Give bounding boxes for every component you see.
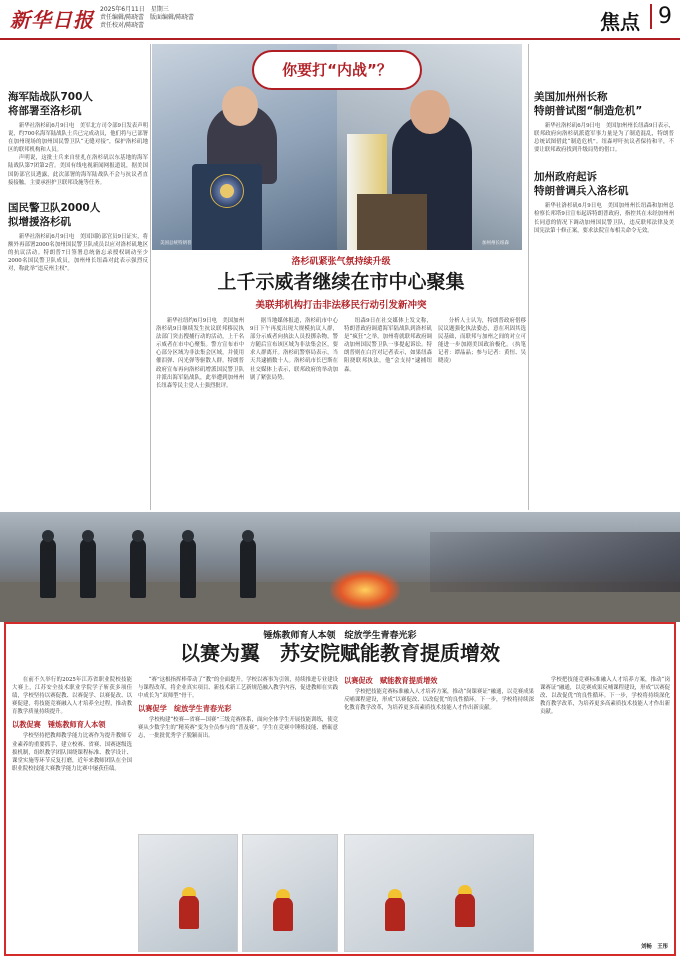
section-name: 焦点 — [600, 10, 640, 34]
main-headline: 上千示威者继续在市中心聚集 — [217, 271, 465, 293]
main-story — [156, 254, 526, 510]
right-body-2 — [534, 202, 674, 234]
student-figure — [273, 897, 293, 931]
edu-subhead-3: 以赛促改 赋能教育提质增效 — [344, 676, 438, 685]
issue-date: 2025年6月11日 星期三 — [100, 6, 169, 13]
main-columns — [156, 317, 526, 390]
edu-body-3 — [138, 716, 338, 740]
left-column — [8, 90, 148, 510]
masthead — [0, 0, 680, 40]
edu-photo-lab — [138, 834, 238, 952]
crowd-area — [430, 532, 680, 592]
main-col-3-para: 纽森9日在社交媒体上发文称，特朗普政府调遣海军陆战队到洛杉矶是“疯狂”之举，加州将就联邦政府调动加州国民警卫队一事提起诉讼。特朗普则在白宫对记者表示，如果纽森阻挠联邦执法，他“会支持”逮捕纽森。 — [344, 318, 432, 373]
edu-body-1-para: 学校坚持把教师教学能力比赛作为提升教师专业素养的重要抓手，建立校赛、省赛、国赛逐级选拔机制，组织教学团队围绕课程标准、教学设计、课堂实施等环节反复打磨，近年来教师团队在全国职业院校技能大赛教学能力比赛中屡获佳绩。 — [12, 733, 132, 772]
podium-right — [357, 194, 427, 250]
edu-body-4 — [344, 688, 534, 712]
main-col-4-para: 分析人士认为，特朗普政府借移民议题强化执法姿态，意在巩固其选民基础，而联邦与加州之间的对立可能进一步加剧美国政治极化。（执笔记者：谭晶晶；参与记者：黄恒、吴晓凌） — [438, 318, 526, 365]
edu-subhead-2: 以赛促学 绽放学生青春光彩 — [138, 704, 232, 714]
student-figure — [179, 895, 199, 929]
edu-body-4-cont — [540, 676, 670, 716]
left-body-1b-para: 声明说，这批士兵来自驻扎在洛杉矶以东基地的海军陆战队第7团第2营。美国有线电视新闻网报道说，据美国国防部官员透露，此次部署的海军陆战队不会与抗议者直接接触，主要承担护卫联邦设施等任务。 — [8, 155, 148, 186]
right-body-1 — [534, 122, 674, 154]
left-body-1 — [8, 122, 148, 187]
edu-body-2-para: “赛”这根指挥棒带动了“教”的全面提升。学校以赛事为引领，持续推进专业建设与课程改革，将企业真实项目、新技术新工艺新规范融入教学内容，促进教师在实践中成长为“双师型”骨干。 — [138, 677, 338, 700]
main-col-4 — [438, 317, 526, 390]
helmet-icon — [182, 887, 196, 896]
edu-byline: 刘畅 王彤 — [641, 944, 668, 950]
edu-body-4-para: 学校把技能竞赛标准融入人才培养方案，推动“岗课赛证”融通，以竞赛成果反哺课程建设，形成“以赛促改、以改促优”的良性循环。下一步，学校将持续深化教育教学改革，为培养更多高素质技术技能人才作出新贡献。 — [344, 689, 534, 712]
fire-area — [330, 570, 400, 610]
page-number: 9 — [650, 4, 672, 29]
officer-figure — [80, 538, 96, 598]
student-figure — [385, 897, 405, 931]
education-feature-box — [4, 622, 676, 956]
speech-bubble: 你要打“内战”？ — [252, 50, 422, 90]
main-col-1 — [156, 317, 244, 390]
main-kicker: 洛杉矶紧张气氛持续升级 — [291, 257, 391, 267]
column-rule-right — [528, 44, 529, 510]
edu-subhead-1: 以教促赛 锤炼教师育人本领 — [12, 720, 106, 730]
caption-right: 加州州长纽森 — [482, 241, 509, 246]
officer-head — [242, 530, 254, 542]
masthead-meta — [100, 6, 194, 30]
edu-headline: 以赛为翼 苏安院赋能教育提质增效 — [180, 641, 500, 665]
editor-line: 责任编辑/陈晓蕾 版面编辑/陈晓蕾 — [100, 14, 195, 21]
edu-body-1 — [12, 732, 132, 772]
officer-head — [182, 530, 194, 542]
edu-body-3-para: 学校构建“校赛—省赛—国赛”三级竞赛体系，面向全体学生开展技能训练，使竞赛从少数学生的“精英赛”变为全员参与的“普及赛”。学生在竞赛中锤炼技能、磨砺意志，一批批优秀学子脱颖而出。 — [138, 717, 338, 740]
speaker-right-head — [410, 90, 450, 134]
edu-col-4 — [540, 676, 670, 952]
right-title-2: 加州政府起诉 特朗普调兵入洛杉矶 — [534, 171, 629, 198]
presidential-seal-icon — [210, 174, 244, 208]
officer-figure — [240, 538, 256, 598]
speaker-left-head — [222, 86, 258, 126]
officer-head — [132, 530, 144, 542]
officer-head — [42, 530, 54, 542]
left-title-1: 海军陆战队700人 将部署至洛杉矶 — [8, 91, 93, 117]
helmet-icon — [458, 885, 472, 894]
right-column — [534, 90, 674, 510]
helmet-icon — [388, 889, 402, 898]
right-body-1-para: 新华社洛杉矶6月9日电 美国加州州长纽森9日表示，联邦政府向洛杉矶派遣军事力量是为了制造混乱，特朗普总统试图借此“制造危机”。纽森呼吁抗议者保持和平，不要让联邦政府找到升级局势的借口。 — [534, 123, 674, 154]
helmet-icon — [276, 889, 290, 898]
officer-head — [82, 530, 94, 542]
edu-photo-training — [344, 834, 534, 952]
left-body-2-para: 新华社洛杉矶6月9日电 美国国防部官员9日证实，将额外再部署2000名加州国民警卫队成员以应对洛杉矶地区的抗议活动。特朗普7日签署总统备忘录授权调动至少2000名国民警卫队成员，加州州长纽森对此表示强烈反对，称此举“违反州主权”。 — [8, 233, 148, 273]
edu-intro-para: 在前不久举行的2025年江苏省职业院校技能大赛上，江苏安全技术职业学院学子斩获多项佳绩，学校坚持以赛促教、以赛促学、以赛促改、以赛促建，将技能竞赛融入人才培养全过程，推动教育教学质量持续提升。 — [12, 677, 132, 716]
officer-figure — [180, 538, 196, 598]
newspaper-logo: 新华日报 — [10, 8, 94, 32]
student-figure — [455, 893, 475, 927]
main-subtitle: 美联邦机构打击非法移民行动引发新冲突 — [255, 300, 427, 311]
right-title-1: 美国加州州长称 特朗普试图“制造危机” — [534, 91, 643, 117]
edu-col-1 — [12, 676, 132, 952]
edu-body-2 — [138, 676, 338, 700]
officer-figure — [130, 538, 146, 598]
protest-photo — [0, 512, 680, 622]
main-col-2-para: 据当地媒体报道，洛杉矶市中心9日下午再度出现大规模抗议人群，部分示威者向执法人员投掷杂物，警方随后宣布该区域为非法集会区，要求人群离开。洛杉矶警察局表示，当天共逮捕数十人。洛杉矶市长巴斯在社交媒体上表示，联邦政府的举动加剧了紧张局势。 — [250, 318, 338, 381]
caption-left: 美国总统特朗普 — [160, 241, 192, 246]
main-col-3 — [344, 317, 432, 390]
edu-kicker: 锤炼教师育人本领 绽放学生青春光彩 — [263, 631, 417, 641]
column-rule-left — [150, 44, 151, 510]
main-col-2 — [250, 317, 338, 390]
checker-line: 责任校对/陈晓蕾 — [100, 22, 145, 29]
left-body-1-para: 新华社洛杉矶6月9日电 美军北方司令部9日发表声明说，约700名海军陆战队士兵已完成动员，他们将与已部署在加州现场的加州国民警卫队“无缝对接”，保护洛杉矶地区的联邦机构和人员。 — [8, 123, 148, 154]
right-body-2-para: 新华社洛杉矶6月9日电 美国加州州长纽森和加州总检察长邦塔9日宣布起诉特朗普政府，指控其在未经加州州长同意的情况下调动加州国民警卫队，违反联邦法律及美国宪法第十修正案，要求法院宣布相关命令无效。 — [534, 203, 674, 234]
left-body-2 — [8, 233, 148, 273]
left-title-2: 国民警卫队2000人 拟增援洛杉矶 — [8, 201, 101, 228]
edu-photo-workshop — [242, 834, 338, 952]
officer-figure — [40, 538, 56, 598]
edu-intro — [12, 676, 132, 716]
top-photo — [152, 44, 522, 250]
edu-body-4-cont-para: 学校把技能竞赛标准融入人才培养方案，推动“岗课赛证”融通，以竞赛成果反哺课程建设，形成“以赛促改、以改促优”的良性循环。下一步，学校将持续深化教育教学改革，为培养更多高素质技术技能人才作出新贡献。 — [540, 677, 670, 716]
main-col-1-para: 新华社纽约6月9日电 美国加州洛杉矶9日继续发生抗议联邦移民执法部门突击搜捕行动的活动，上千名示威者在市中心聚集。警方宣布市中心部分区域为非法集会区域，并使用催泪弹、闪光弹等驱散人群。特朗普政府宣布再向洛杉矶增派国民警卫队并派出海军陆战队，此举遭到加州州长纽森等民主党人士强烈批评。 — [156, 318, 244, 389]
